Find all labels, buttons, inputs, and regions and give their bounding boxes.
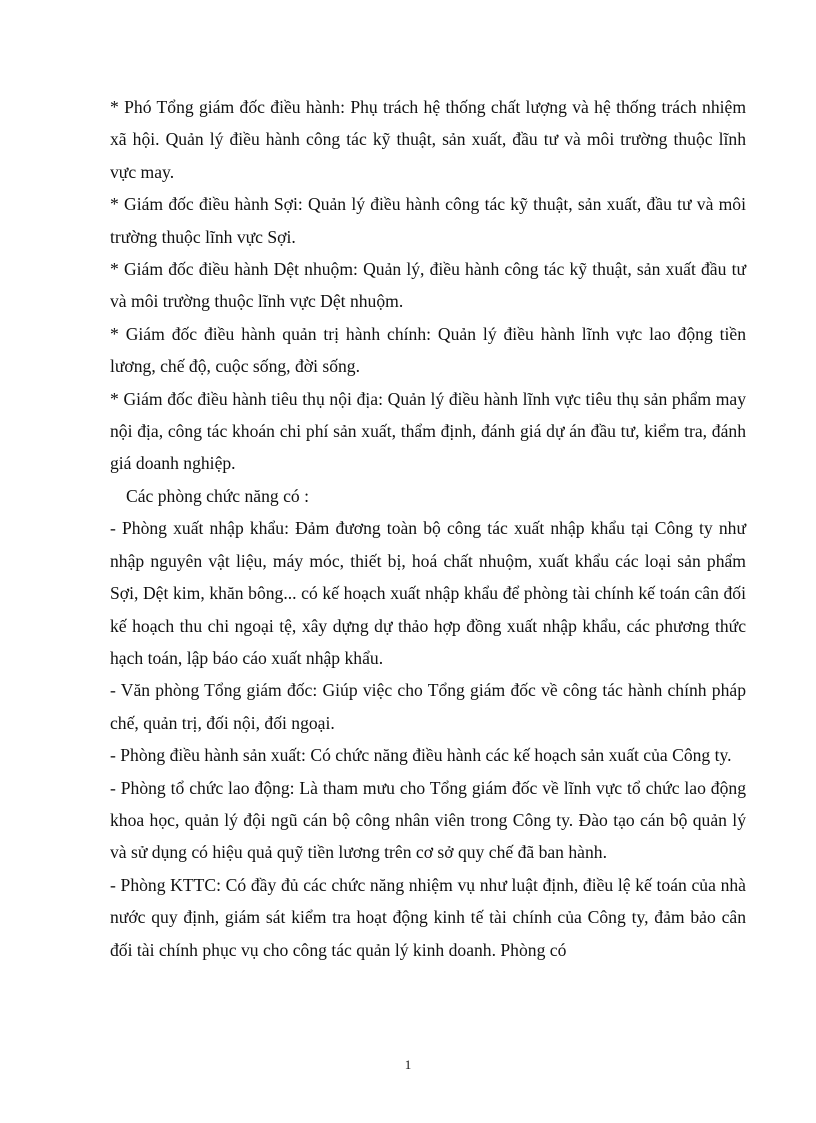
paragraph-pho-tong-giam-doc: * Phó Tổng giám đốc điều hành: Phụ trách hệ thống chất lượng và hệ thống trách nhiệm xã hội. Quản lý điều hành công tác kỹ thuật, sản xuất, đầu tư và môi trường thuộc lĩnh vực may. [110,97,746,182]
paragraph-giam-doc-det-nhuom: * Giám đốc điều hành Dệt nhuộm: Quản lý, điều hành công tác kỹ thuật, sản xuất đầu tư và môi trường thuộc lĩnh vực Dệt nhuộm. [110,259,746,312]
paragraph-phong-to-chuc-lao-dong: - Phòng tổ chức lao động: Là tham mưu cho Tổng giám đốc về lĩnh vực tổ chức lao động khoa học, quản lý đội ngũ cán bộ công nhân viên trong Công ty. Đào tạo cán bộ quản lý và sử dụng có hiệu quả quỹ tiền lương trên cơ sở quy chế đã ban hành. [110,777,746,863]
paragraph-phong-kttc: - Phòng KTTC: Có đầy đủ các chức năng nhiệm vụ như luật định, điều lệ kế toán của nhà nước quy định, giám sát kiểm tra hoạt động kinh tế tài chính của Công ty, đảm bảo cân đối tài chính phục vụ cho công tác quản lý kinh doanh. Phòng có [110,874,746,960]
paragraph-phong-dieu-hanh-san-xuat: - Phòng điều hành sản xuất: Có chức năng điều hành các kế hoạch sản xuất của Công ty. [110,745,732,766]
page-number: 1 [404,1057,412,1072]
paragraph-giam-doc-soi: * Giám đốc điều hành Sợi: Quản lý điều hành công tác kỹ thuật, sản xuất, đầu tư và môi trường thuộc lĩnh vực Sợi. [110,194,746,247]
paragraph-van-phong-tong-giam-doc: - Văn phòng Tổng giám đốc: Giúp việc cho Tổng giám đốc về công tác hành chính pháp chế, quản trị, đối nội, đối ngoại. [110,680,746,733]
paragraph-giam-doc-tieu-thu: * Giám đốc điều hành tiêu thụ nội địa: Quản lý điều hành lĩnh vực tiêu thụ sản phẩm may nội địa, công tác khoán chi phí sản xuất, thẩm định, đánh giá dự án đầu tư, kiểm tra, đánh giá doanh nghiệp. [110,388,746,474]
document-body [110,91,746,966]
paragraph-phong-xuat-nhap-khau: - Phòng xuất nhập khẩu: Đảm đương toàn bộ công tác xuất nhập khẩu tại Công ty như nhập nguyên vật liệu, máy móc, thiết bị, hoá chất nhuộm, xuất khẩu các loại sản phẩm Sợi, Dệt kim, khăn bông... có kế hoạch xuất nhập khẩu để phòng tài chính kế toán cân đối kế hoạch thu chi ngoại tệ, xây dựng dự thảo hợp đồng xuất nhập khẩu, các phương thức hạch toán, lập báo cáo xuất nhập khẩu. [110,518,746,668]
paragraph-giam-doc-quan-tri: * Giám đốc điều hành quản trị hành chính: Quản lý điều hành lĩnh vực lao động tiền lương, chế độ, cuộc sống, đời sống. [110,323,746,377]
section-heading-phong-chuc-nang: Các phòng chức năng có : [126,485,309,506]
